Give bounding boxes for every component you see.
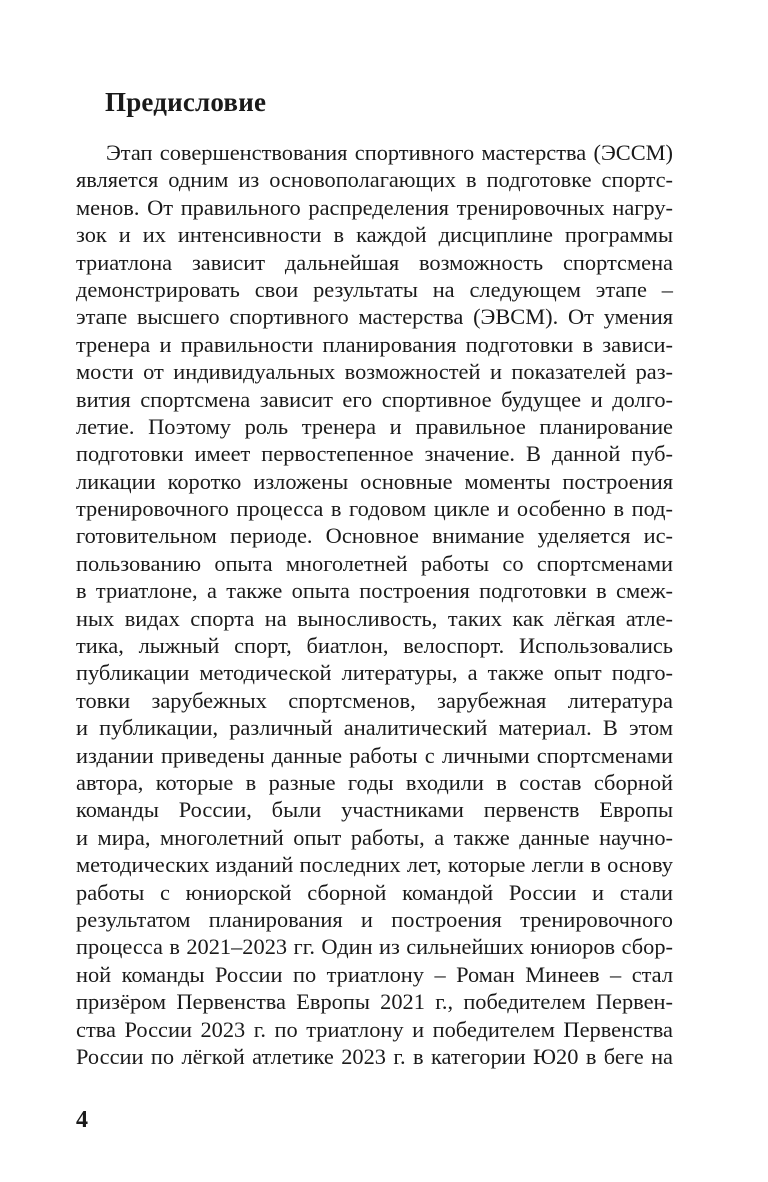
text-line: и публикации, различный аналитический материал. В этом [76, 715, 673, 741]
text-line: менов. От правильного распределения тренировочных нагру- [76, 194, 673, 220]
text-line: триатлона зависит дальнейшая возможность спортсмена [76, 249, 673, 275]
text-line: ликации коротко изложены основные моменты построения [76, 468, 673, 494]
text-line: издании приведены данные работы с личными спортсменами [76, 742, 673, 768]
text-line: готовительном периоде. Основное внимание уделяется ис- [76, 523, 673, 549]
text-line: процесса в 2021–2023 гг. Один из сильнейших юниоров сбор- [76, 934, 673, 960]
text-line: Этап совершенствования спортивного мастерства (ЭССМ) [106, 140, 673, 165]
text-line: вития спортсмена зависит его спортивное будущее и долго- [76, 386, 673, 412]
text-line: и мира, многолетний опыт работы, а также данные научно- [76, 824, 673, 850]
page-title: Предисловие [105, 87, 267, 117]
text-line: команды России, были участниками первенств Европы [76, 797, 673, 823]
text-line: в триатлоне, а также опыта построения подготовки в смеж- [76, 578, 673, 604]
text-line: призёром Первенства Европы 2021 г., победителем Первен- [76, 989, 673, 1015]
body-paragraph [76, 139, 673, 1070]
text-line: подготовки имеет первостепенное значение. В данной пуб- [76, 441, 673, 467]
text-line: товки зарубежных спортсменов, зарубежная литература [76, 687, 673, 713]
text-line: тика, лыжный спорт, биатлон, велоспорт. Использовались [76, 633, 673, 659]
text-line: ной команды России по триатлону – Роман Минеев – стал [76, 961, 673, 987]
text-line: автора, которые в разные годы входили в состав сборной [76, 769, 673, 795]
text-line: методических изданий последних лет, которые легли в основу [76, 852, 673, 878]
text-line: России по лёгкой атлетике 2023 г. в категории Ю20 в беге на [76, 1043, 673, 1069]
text-line: ных видах спорта на выносливость, таких как лёгкая атле- [76, 605, 673, 631]
text-line: демонстрировать свои результаты на следующем этапе – [76, 276, 673, 302]
text-line: результатом планирования и построения тренировочного [76, 906, 673, 932]
page-number: 4 [76, 1107, 88, 1133]
text-line: является одним из основополагающих в подготовке спортс- [76, 167, 673, 193]
text-line: ства России 2023 г. по триатлону и победителем Первенства [76, 1016, 673, 1042]
text-line: пользованию опыта многолетней работы со спортсменами [76, 550, 673, 576]
text-line: работы с юниорской сборной командой России и стали [76, 879, 673, 905]
text-line: летие. Поэтому роль тренера и правильное планирование [76, 413, 673, 439]
text-line: зок и их интенсивности в каждой дисциплине программы [76, 222, 673, 248]
text-line: тренировочного процесса в годовом цикле и особенно в под- [76, 496, 673, 522]
text-line: мости от индивидуальных возможностей и показателей раз- [76, 359, 673, 385]
text-line: этапе высшего спортивного мастерства (ЭВСМ). От умения [76, 304, 673, 330]
text-line: публикации методической литературы, а также опыт подго- [76, 660, 673, 686]
text-line: тренера и правильности планирования подготовки в зависи- [76, 331, 673, 357]
